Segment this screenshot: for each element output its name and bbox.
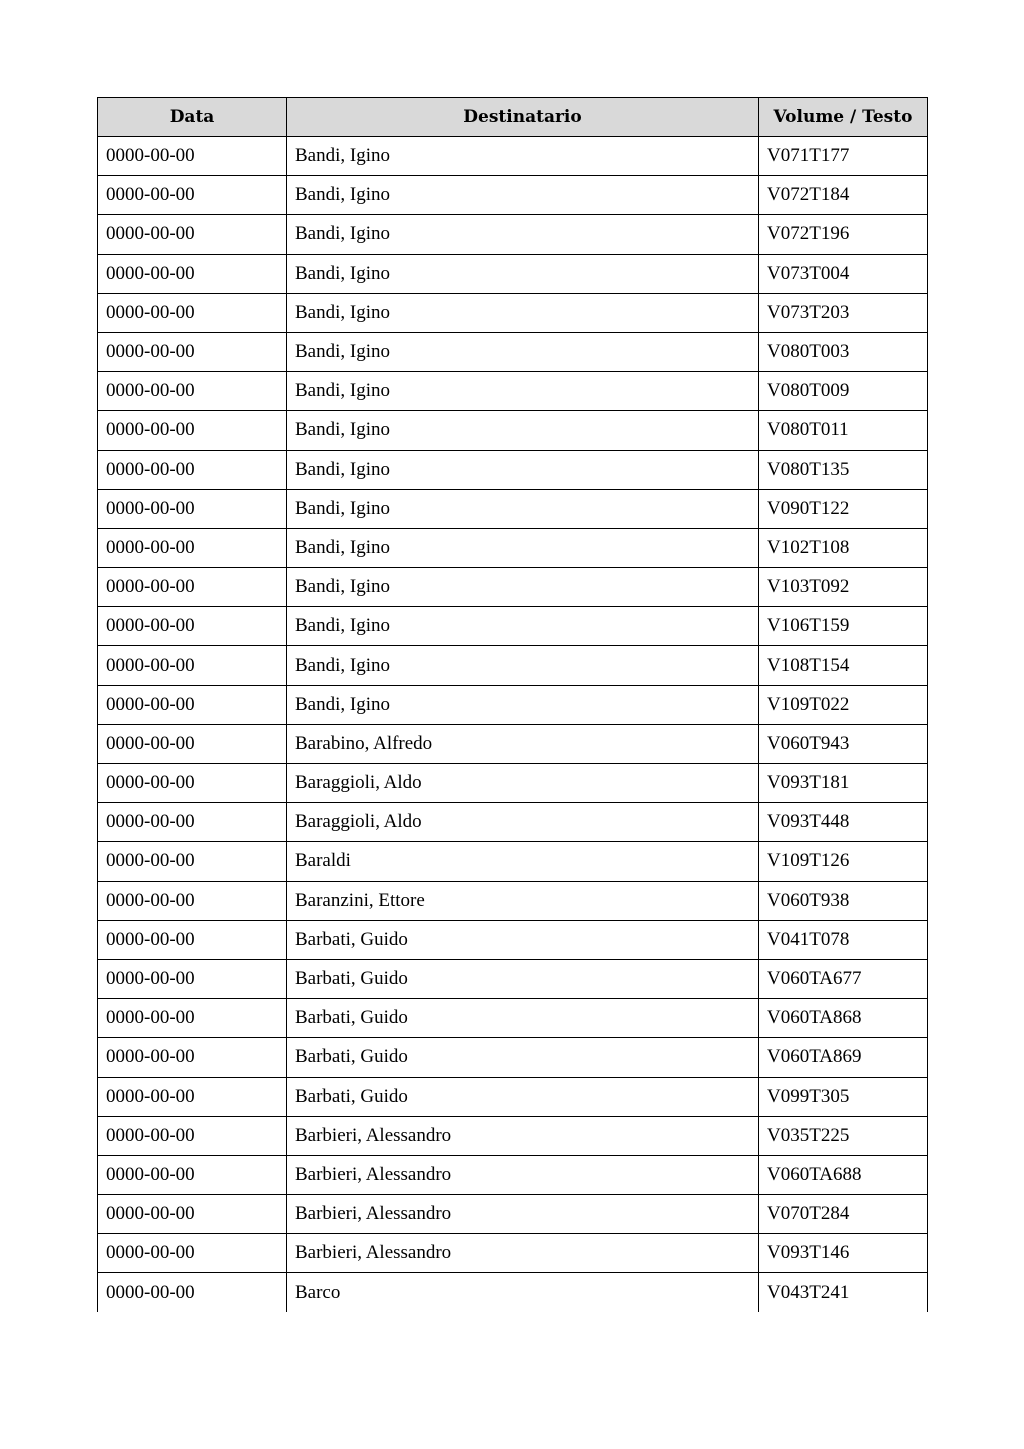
table-header-row (98, 98, 928, 137)
cell-data: 0000-00-00 (98, 764, 287, 803)
cell-volume-testo: V043T241 (759, 1273, 928, 1312)
cell-destinatario: Bandi, Igino (287, 372, 759, 411)
cell-volume-testo: V070T284 (759, 1195, 928, 1234)
cell-data: 0000-00-00 (98, 685, 287, 724)
table-row (98, 1155, 928, 1194)
table-row (98, 999, 928, 1038)
cell-volume-testo: V080T011 (759, 411, 928, 450)
table-row (98, 646, 928, 685)
table-row (98, 254, 928, 293)
cell-data: 0000-00-00 (98, 803, 287, 842)
cell-destinatario: Baraggioli, Aldo (287, 764, 759, 803)
table-row (98, 1234, 928, 1273)
cell-destinatario: Barbati, Guido (287, 1038, 759, 1077)
cell-volume-testo: V073T004 (759, 254, 928, 293)
table-row (98, 881, 928, 920)
cell-data: 0000-00-00 (98, 842, 287, 881)
cell-destinatario: Bandi, Igino (287, 568, 759, 607)
cell-volume-testo: V090T122 (759, 489, 928, 528)
cell-volume-testo: V071T177 (759, 137, 928, 176)
table-row (98, 685, 928, 724)
cell-destinatario: Bandi, Igino (287, 450, 759, 489)
cell-destinatario: Barbieri, Alessandro (287, 1116, 759, 1155)
table-row (98, 1077, 928, 1116)
table-row (98, 1195, 928, 1234)
cell-volume-testo: V109T022 (759, 685, 928, 724)
cell-volume-testo: V060TA869 (759, 1038, 928, 1077)
table-row (98, 372, 928, 411)
cell-destinatario: Bandi, Igino (287, 293, 759, 332)
cell-destinatario: Barbati, Guido (287, 999, 759, 1038)
cell-destinatario: Bandi, Igino (287, 215, 759, 254)
table-row (98, 528, 928, 567)
cell-volume-testo: V060TA868 (759, 999, 928, 1038)
cell-destinatario: Barabino, Alfredo (287, 724, 759, 763)
cell-destinatario: Bandi, Igino (287, 646, 759, 685)
cell-volume-testo: V103T092 (759, 568, 928, 607)
table-row (98, 293, 928, 332)
cell-volume-testo: V072T196 (759, 215, 928, 254)
cell-volume-testo: V060T938 (759, 881, 928, 920)
table-row (98, 1038, 928, 1077)
cell-data: 0000-00-00 (98, 568, 287, 607)
cell-destinatario: Bandi, Igino (287, 332, 759, 371)
cell-data: 0000-00-00 (98, 372, 287, 411)
cell-destinatario: Barbieri, Alessandro (287, 1155, 759, 1194)
cell-data: 0000-00-00 (98, 607, 287, 646)
cell-volume-testo: V093T448 (759, 803, 928, 842)
cell-data: 0000-00-00 (98, 999, 287, 1038)
table-row (98, 176, 928, 215)
cell-volume-testo: V093T181 (759, 764, 928, 803)
cell-destinatario: Barbieri, Alessandro (287, 1195, 759, 1234)
cell-volume-testo: V060T943 (759, 724, 928, 763)
cell-data: 0000-00-00 (98, 176, 287, 215)
cell-data: 0000-00-00 (98, 411, 287, 450)
cell-destinatario: Bandi, Igino (287, 411, 759, 450)
cell-destinatario: Bandi, Igino (287, 685, 759, 724)
cell-data: 0000-00-00 (98, 881, 287, 920)
column-header-data: Data (98, 98, 287, 137)
cell-destinatario: Barbati, Guido (287, 959, 759, 998)
cell-destinatario: Bandi, Igino (287, 176, 759, 215)
cell-volume-testo: V109T126 (759, 842, 928, 881)
column-header-volume-testo: Volume / Testo (759, 98, 928, 137)
cell-data: 0000-00-00 (98, 215, 287, 254)
table-row (98, 568, 928, 607)
cell-data: 0000-00-00 (98, 1038, 287, 1077)
table-row (98, 450, 928, 489)
table-row (98, 215, 928, 254)
table-row (98, 1273, 928, 1312)
cell-data: 0000-00-00 (98, 1195, 287, 1234)
cell-data: 0000-00-00 (98, 1234, 287, 1273)
table-row (98, 842, 928, 881)
cell-destinatario: Bandi, Igino (287, 528, 759, 567)
cell-data: 0000-00-00 (98, 1116, 287, 1155)
cell-volume-testo: V080T135 (759, 450, 928, 489)
cell-volume-testo: V099T305 (759, 1077, 928, 1116)
table-row (98, 137, 928, 176)
cell-destinatario: Barbieri, Alessandro (287, 1234, 759, 1273)
cell-destinatario: Bandi, Igino (287, 137, 759, 176)
table-row (98, 1116, 928, 1155)
cell-data: 0000-00-00 (98, 450, 287, 489)
cell-data: 0000-00-00 (98, 137, 287, 176)
cell-destinatario: Bandi, Igino (287, 489, 759, 528)
cell-volume-testo: V073T203 (759, 293, 928, 332)
table-row (98, 607, 928, 646)
cell-data: 0000-00-00 (98, 1273, 287, 1312)
cell-data: 0000-00-00 (98, 489, 287, 528)
cell-volume-testo: V102T108 (759, 528, 928, 567)
cell-volume-testo: V080T009 (759, 372, 928, 411)
cell-volume-testo: V041T078 (759, 920, 928, 959)
cell-volume-testo: V093T146 (759, 1234, 928, 1273)
cell-data: 0000-00-00 (98, 332, 287, 371)
cell-volume-testo: V108T154 (759, 646, 928, 685)
cell-data: 0000-00-00 (98, 528, 287, 567)
table-row (98, 489, 928, 528)
cell-data: 0000-00-00 (98, 254, 287, 293)
cell-volume-testo: V035T225 (759, 1116, 928, 1155)
cell-volume-testo: V080T003 (759, 332, 928, 371)
cell-destinatario: Bandi, Igino (287, 607, 759, 646)
table-row (98, 803, 928, 842)
cell-volume-testo: V060TA688 (759, 1155, 928, 1194)
table-row (98, 332, 928, 371)
cell-data: 0000-00-00 (98, 724, 287, 763)
cell-destinatario: Baraggioli, Aldo (287, 803, 759, 842)
cell-destinatario: Bandi, Igino (287, 254, 759, 293)
cell-destinatario: Baraldi (287, 842, 759, 881)
column-header-destinatario: Destinatario (287, 98, 759, 137)
table-row (98, 959, 928, 998)
cell-data: 0000-00-00 (98, 959, 287, 998)
table-row (98, 920, 928, 959)
cell-volume-testo: V072T184 (759, 176, 928, 215)
table-row (98, 764, 928, 803)
cell-destinatario: Barbati, Guido (287, 920, 759, 959)
cell-data: 0000-00-00 (98, 646, 287, 685)
cell-volume-testo: V060TA677 (759, 959, 928, 998)
cell-destinatario: Barbati, Guido (287, 1077, 759, 1116)
correspondence-table (97, 97, 928, 1312)
cell-data: 0000-00-00 (98, 1077, 287, 1116)
table-row (98, 724, 928, 763)
cell-volume-testo: V106T159 (759, 607, 928, 646)
table-body (98, 137, 928, 1313)
cell-destinatario: Baranzini, Ettore (287, 881, 759, 920)
cell-destinatario: Barco (287, 1273, 759, 1312)
cell-data: 0000-00-00 (98, 293, 287, 332)
cell-data: 0000-00-00 (98, 920, 287, 959)
table-row (98, 411, 928, 450)
cell-data: 0000-00-00 (98, 1155, 287, 1194)
